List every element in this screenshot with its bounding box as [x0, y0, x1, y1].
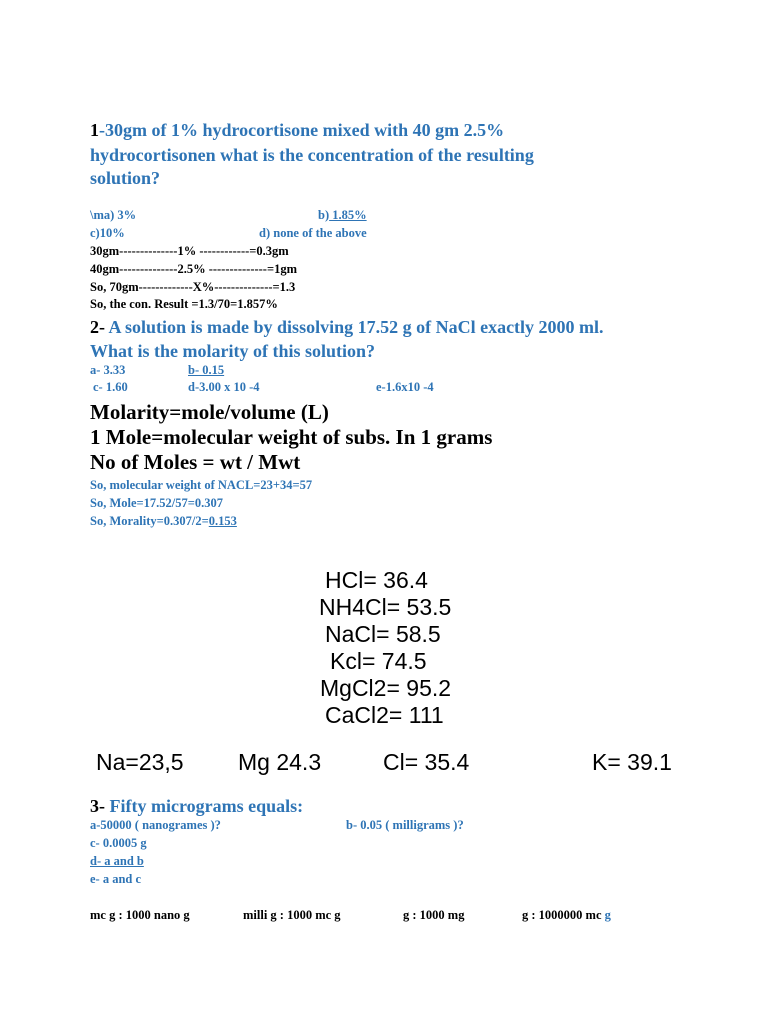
q1-number: 1 — [90, 120, 99, 140]
q1-work-line: So, 70gm-------------X%--------------=1.3 — [90, 280, 296, 294]
q2-option-e: e-1.6x10 -4 — [376, 380, 434, 394]
q2-work-line2: So, Mole=17.52/57=0.307 — [90, 496, 223, 510]
q1-text-line3: solution? — [90, 168, 161, 188]
element-k: K= 39.1 — [592, 749, 672, 775]
q1-text-line1: 1-30gm of 1% hydrocortisone mixed with 40 gm 2.5% — [90, 120, 505, 140]
weight-kcl: Kcl= 74.5 — [330, 648, 427, 674]
q3-option-d: d- a and b — [90, 854, 144, 868]
q1-option-b: b) 1.85% — [318, 208, 367, 222]
q1-option-a: \ma) 3% — [90, 208, 137, 222]
q3-option-b: b- 0.05 ( milligrams )? — [346, 818, 464, 832]
q2-text-line2: What is the molarity of this solution? — [90, 341, 376, 361]
weight-mgcl2: MgCl2= 95.2 — [320, 675, 452, 701]
element-cl: Cl= 35.4 — [383, 749, 470, 775]
q2-option-a: a- 3.33 — [90, 363, 126, 377]
formula-moles-count: No of Moles = wt / Mwt — [90, 450, 301, 474]
q2-option-d: d-3.00 x 10 -4 — [188, 380, 260, 394]
q1-option-c: c)10% — [90, 226, 125, 240]
conversion-millig: milli g : 1000 mc g — [243, 908, 341, 922]
q3-option-e: e- a and c — [90, 872, 142, 886]
element-mg: Mg 24.3 — [238, 749, 322, 775]
q1-text-line2: hydrocortisonen what is the concentration of the resulting — [90, 145, 534, 165]
weight-hcl: HCl= 36.4 — [325, 567, 428, 593]
formula-mole: 1 Mole=molecular weight of subs. In 1 grams — [90, 425, 493, 449]
q2-number: 2- — [90, 317, 105, 337]
q3-number: 3- — [90, 796, 105, 816]
weight-nh4cl: NH4Cl= 53.5 — [319, 594, 452, 620]
q2-option-b: b- 0.15 — [188, 363, 225, 377]
weight-nacl: NaCl= 58.5 — [325, 621, 441, 647]
q3-option-a: a-50000 ( nanogrames )? — [90, 818, 221, 832]
q2-text-line1: 2- A solution is made by dissolving 17.52 g of NaCl exactly 2000 ml. — [90, 317, 604, 337]
conversion-mcg: mc g : 1000 nano g — [90, 908, 190, 922]
element-na: Na=23,5 — [96, 749, 184, 775]
q1-option-d: d) none of the above — [259, 226, 367, 240]
q1-work-line: 40gm--------------2.5% --------------=1gm — [90, 262, 298, 276]
conversion-g-mg: g : 1000 mg — [403, 908, 465, 922]
formula-molarity: Molarity=mole/volume (L) — [90, 400, 329, 424]
conversion-g-mcg: g : 1000000 mc g — [522, 908, 611, 922]
q1-work-line: So, the con. Result =1.3/70=1.857% — [90, 297, 278, 311]
weight-cacl2: CaCl2= 111 — [325, 702, 444, 728]
q3-text: 3- Fifty micrograms equals: — [90, 796, 304, 816]
q2-work-line3: So, Morality=0.307/2=0.153 — [90, 514, 237, 528]
q1-work-line: 30gm--------------1% ------------=0.3gm — [90, 244, 289, 258]
q2-work-line1: So, molecular weight of NACL=23+34=57 — [90, 478, 313, 492]
q3-option-c: c- 0.0005 g — [90, 836, 147, 850]
q2-option-c: c- 1.60 — [93, 380, 128, 394]
